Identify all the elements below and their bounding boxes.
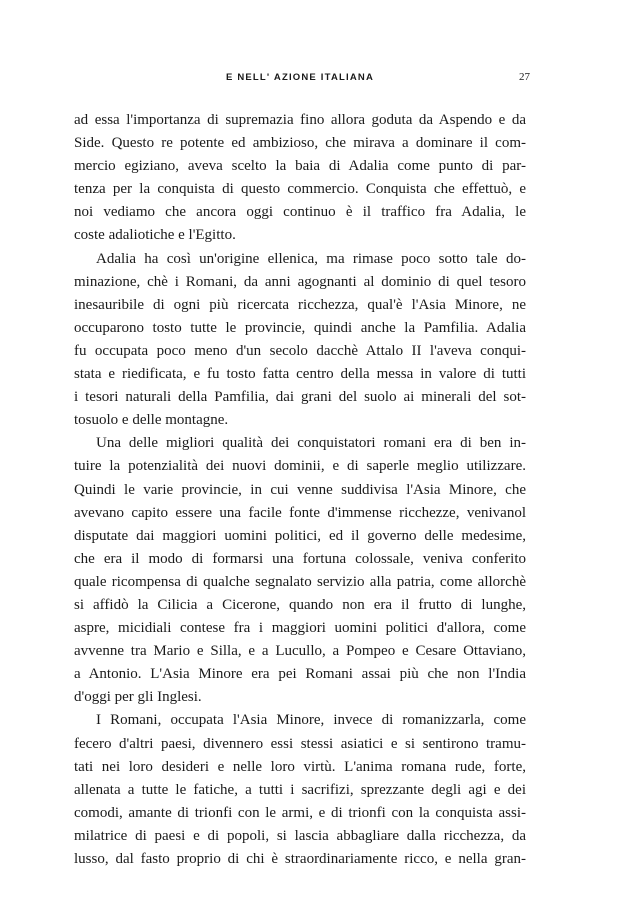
text-line: tenza per la conquista di questo commercio. Conquista che effettuò, e [74,181,526,198]
body-text [74,109,526,871]
paragraph [74,109,526,248]
text-line: noi vediamo che ancora oggi continuo è il traffico fra Adalia, le [74,204,526,221]
text-line: comodi, amante di trionfi con le armi, e di trionfi con la conquista assi- [74,804,526,821]
text-line: occuparono tosto tutte le provincie, quindi anche la Pamfilia. Adalia [74,319,526,336]
text-line: coste adaliotiche e l'Egitto. [74,227,236,244]
text-line: si affidò la Cilicia a Cicerone, quando non era il frutto di lunghe, [74,596,526,613]
text-line: I Romani, occupata l'Asia Minore, invece di romanizzarla, come [96,712,526,729]
paragraph [74,709,526,871]
text-line: tosuolo e delle montagne. [74,412,229,429]
text-line: Adalia ha così un'origine ellenica, ma rimase poco sotto tale do- [96,250,526,267]
text-line: ad essa l'importanza di supremazia fino allora goduta da Aspendo e da [74,112,526,128]
paragraph [74,248,526,433]
text-line: Quindi le varie provincie, in cui venne suddivisa l'Asia Minore, che [74,481,526,498]
text-line: mercio egiziano, aveva scelto la baia di Adalia come punto di par- [74,158,526,175]
running-title: E NELL' AZIONE ITALIANA [225,72,375,83]
text-line: fu occupata poco meno d'un secolo dacchè Attalo II l'aveva conqui- [74,342,526,359]
text-line: quale ricompensa di qualche segnalato servizio alla patria, come allorchè [74,573,526,590]
text-line: Side. Questo re potente ed ambizioso, che mirava a dominare il com- [74,135,526,152]
page-number: 27 [519,71,530,83]
text-line: tuire la potenzialità dei nuovi dominii, e di saperle meglio utilizzare. [74,458,526,475]
text-line: milatrice di paesi e di popoli, si lascia abbagliare dalla ricchezza, da [74,827,526,844]
text-line: tati nei loro desideri e nelle loro virtù. L'anima romana rude, forte, [74,758,526,775]
text-line: stata e riedificata, e fu tosto fatta centro della messa in valore di tutti [74,366,526,383]
text-line: avevano capito essere una facile fonte d'immense ricchezze, venivanol [74,504,526,521]
text-line: avvenne tra Mario e Silla, e a Lucullo, a Pompeo e Cesare Ottaviano, [74,643,526,660]
page-header [70,72,530,88]
text-line: disputate dai maggiori uomini politici, ed il governo delle medesime, [74,527,526,544]
text-line: minazione, chè i Romani, da anni agognanti al dominio di quel tesoro [74,273,526,290]
text-line: fecero d'altri paesi, divennero essi stessi asiatici e si sentirono tramu- [74,735,526,752]
text-line: d'oggi per gli Inglesi. [74,689,202,706]
text-line: che era il modo di formarsi una fortuna colossale, veniva conferito [74,550,526,567]
text-line: inesauribile di ogni più ricercata ricchezza, qual'è l'Asia Minore, ne [74,296,526,313]
text-line: Una delle migliori qualità dei conquistatori romani era di ben in- [96,435,526,452]
text-line: a Antonio. L'Asia Minore era pei Romani assai più che non l'India [74,666,526,683]
text-line: allenata a tutte le fatiche, a tutti i sacrifizi, sprezzante degli agi e dei [74,781,526,798]
paragraph [74,432,526,709]
text-line: lusso, dal fasto proprio di chi è straordinariamente ricco, e nella gran- [74,851,526,867]
text-line: i tesori naturali della Pamfilia, dai grani del suolo ai minerali del sot- [74,389,526,406]
text-line: aspre, micidiali contese fra i maggiori uomini politici d'allora, come [74,620,526,637]
